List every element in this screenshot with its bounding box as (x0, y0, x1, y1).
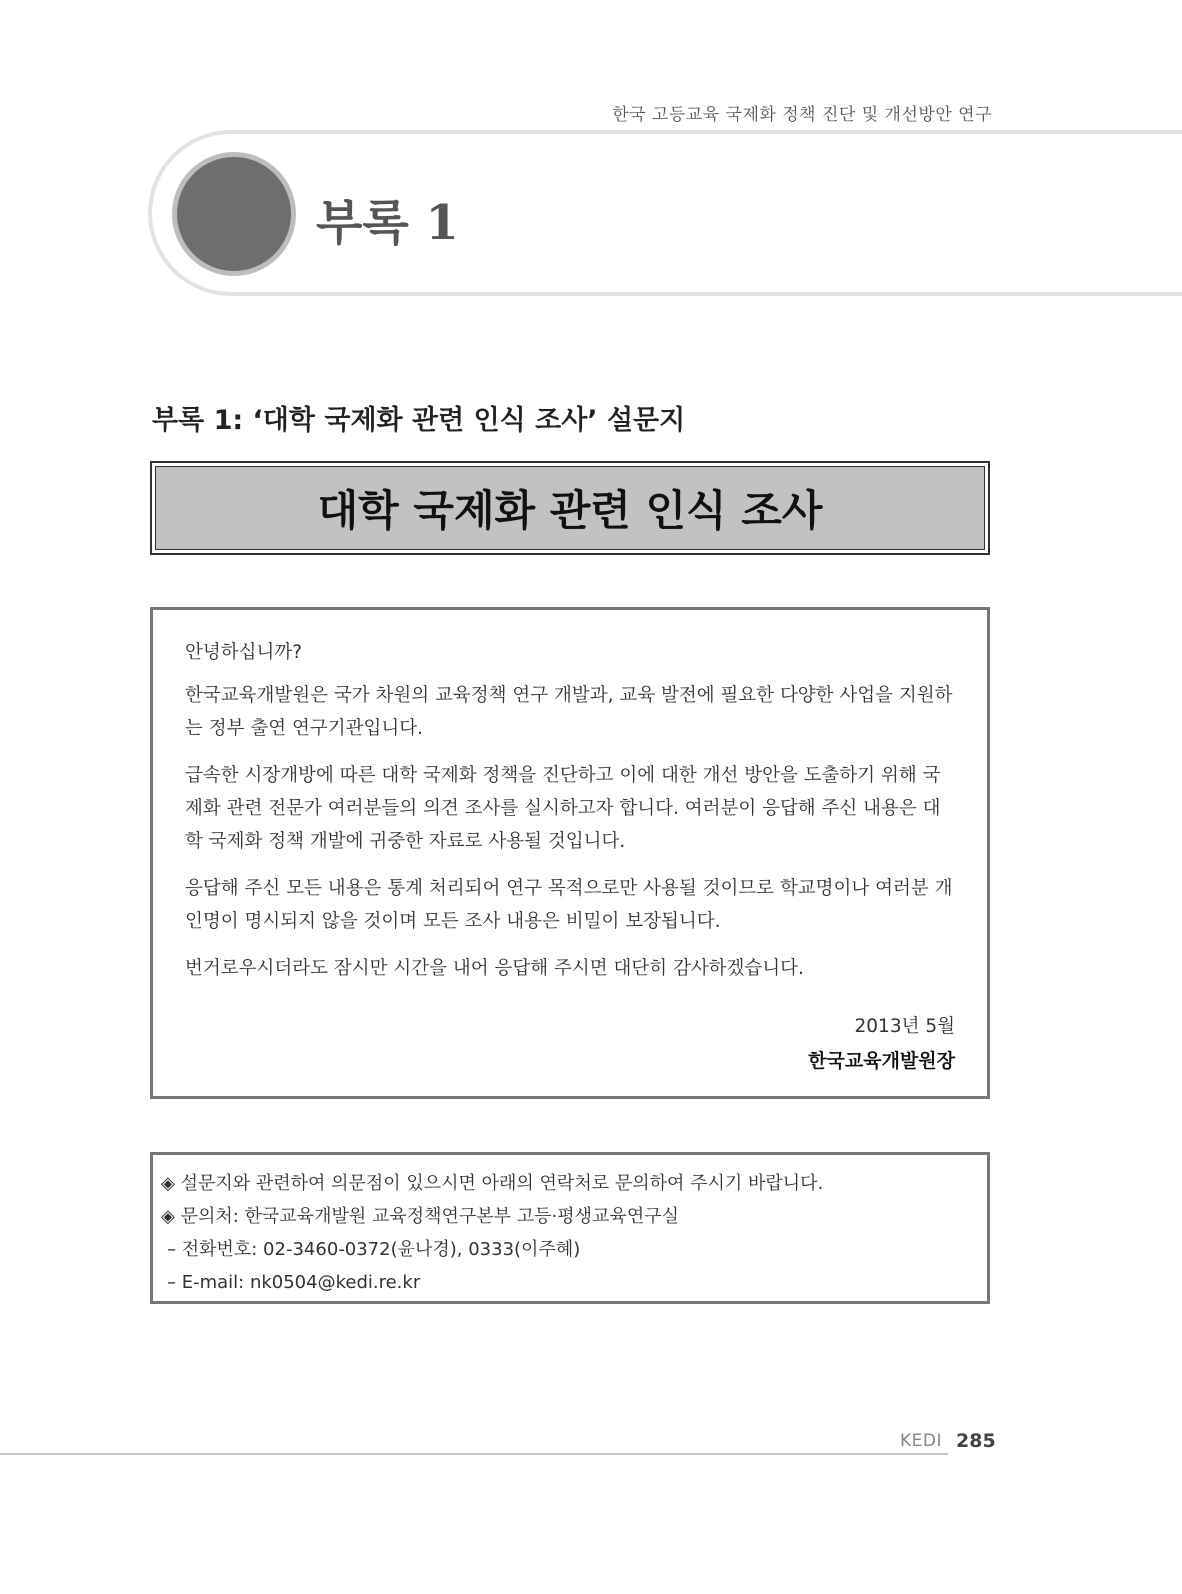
letter-paragraph: 한국교육개발원은 국가 차원의 교육정책 연구 개발과, 교육 발전에 필요한 다양한 사업을 지원하는 정부 출연 연구기관입니다. (185, 685, 953, 739)
section-heading: 부록 1: ‘대학 국제화 관련 인식 조사’ 설문지 (152, 405, 686, 436)
survey-title-box (150, 461, 990, 555)
contact-phone: – 전화번호: 02-3460-0372(윤나경), 0333(이주혜) (167, 1239, 581, 1260)
contact-notice: ◈ 설문지와 관련하여 의문점이 있으시면 아래의 연락처로 문의하여 주시기 바랍니다. (161, 1173, 824, 1194)
chapter-circle-ornament (172, 152, 296, 276)
letter-signature: 한국교육개발원장 (808, 1050, 955, 1072)
letter-greeting: 안녕하십니까? (185, 642, 303, 663)
chapter-title: 부록 1 (316, 195, 459, 251)
running-header: 한국 고등교육 국제화 정책 진단 및 개선방안 연구 (612, 105, 992, 125)
footer-rule (0, 1453, 948, 1455)
letter-paragraph: 응답해 주신 모든 내용은 통계 처리되어 연구 목적으로만 사용될 것이므로 학교명이나 여러분 개인명이 명시되지 않을 것이며 모든 조사 내용은 비밀이 보장됩니다. (185, 878, 953, 932)
survey-title: 대학 국제화 관련 인식 조사 (155, 466, 985, 550)
contact-email: – E-mail: nk0504@kedi.re.kr (167, 1272, 421, 1293)
page-number: 285 (956, 1430, 996, 1452)
letter-date: 2013년 5월 (854, 1016, 955, 1037)
letter-paragraph: 번거로우시더라도 잠시만 시간을 내어 응답해 주시면 대단히 감사하겠습니다. (185, 958, 804, 979)
chapter-band (148, 130, 1182, 296)
contact-office: ◈ 문의처: 한국교육개발원 교육정책연구본부 고등·평생교육연구실 (161, 1206, 679, 1227)
contact-box (150, 1152, 990, 1304)
footer-brand: KEDI (900, 1431, 942, 1451)
cover-letter-box (150, 607, 990, 1099)
letter-paragraph: 급속한 시장개방에 따른 대학 국제화 정책을 진단하고 이에 대한 개선 방안을 도출하기 위해 국제화 관련 전문가 여러분들의 의견 조사를 실시하고자 합니다. 여러분이 응답해 주신 내용은 대학 국제화 정책 개발에 귀중한 자료로 사용될 것입니다. (185, 765, 941, 852)
